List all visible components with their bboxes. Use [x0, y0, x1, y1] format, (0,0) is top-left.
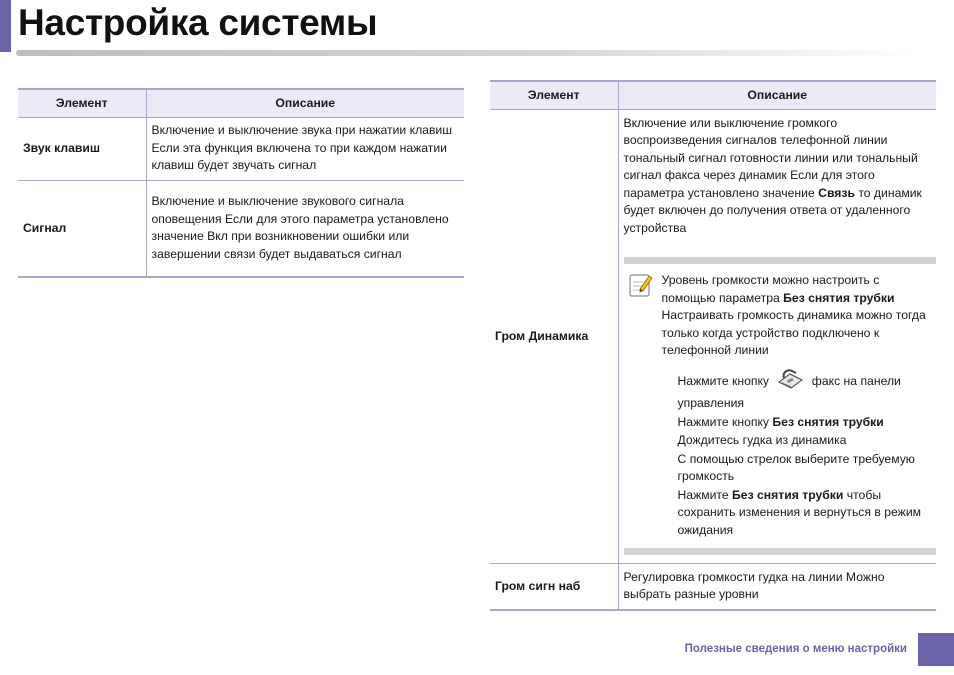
page-number-box [918, 633, 954, 666]
fax-icon [776, 368, 804, 396]
row-element: Сигнал [18, 180, 146, 277]
bold-term: Связь [818, 185, 855, 200]
left-accent-bar [0, 0, 11, 52]
right-settings-table [490, 80, 936, 611]
row-description: Включение и выключение звукового сигнала оповещения Если для этого параметра установлено значение Вкл при возникновении ошибки или завершении связи будет выдаваться сигнал [146, 180, 464, 277]
list-item: Нажмите кнопку факс на панели управления [678, 368, 931, 413]
row-description: Регулировка громкости гудка на линии Можно выбрать разные уровни [618, 564, 936, 610]
list-item: Нажмите Без снятия трубки чтобы сохранить изменения и вернуться в режим ожидания [677, 487, 922, 537]
note-box [624, 257, 937, 555]
list-item: Дождитесь гудка из динамика [677, 433, 847, 447]
column-header-description: Описание [146, 89, 464, 117]
row-description: Включение и выключение звука при нажатии клавиш Если эта функция включена то при каждом нажатии клавиш будет звучать сигнал [146, 117, 464, 180]
row-description [618, 109, 936, 564]
row-element: Гром Динамика [490, 109, 618, 564]
table-row [18, 117, 464, 180]
row-element: Звук клавиш [18, 117, 146, 180]
table-row [490, 564, 936, 610]
list-item: Нажмите кнопку Без снятия трубки [677, 414, 884, 429]
note-pencil-icon [628, 272, 656, 540]
footer-section-link[interactable]: Полезные сведения о меню настройки [684, 643, 907, 655]
table-header-row [18, 89, 464, 117]
steps-list [678, 368, 931, 540]
table-row [18, 180, 464, 277]
row-element: Гром сигн наб [490, 564, 618, 610]
table-header-row [490, 81, 936, 109]
page-title: Настройка системы [18, 2, 378, 43]
note-paragraph: Уровень громкости можно настроить с помощью параметра Без снятия трубки Настраивать громкость динамика можно тогда только когда устройство подключено к телефонной линии [661, 273, 926, 357]
column-header-element: Элемент [18, 89, 146, 117]
note-body [662, 272, 931, 540]
title-underline [16, 50, 916, 56]
column-header-element: Элемент [490, 81, 618, 109]
column-header-description: Описание [618, 81, 936, 109]
left-settings-table [18, 88, 464, 278]
table-row [490, 109, 936, 564]
speaker-description: Включение или выключение громкого воспроизведения сигналов телефонной линии тональный сигнал готовности линии или тональный сигнал факса через динамик Если для этого параметра установлено значение Связь то динамик будет включен до получения ответа от удаленного устройства [623, 115, 922, 235]
list-item: С помощью стрелок выберите требуемую громкость [677, 451, 915, 483]
